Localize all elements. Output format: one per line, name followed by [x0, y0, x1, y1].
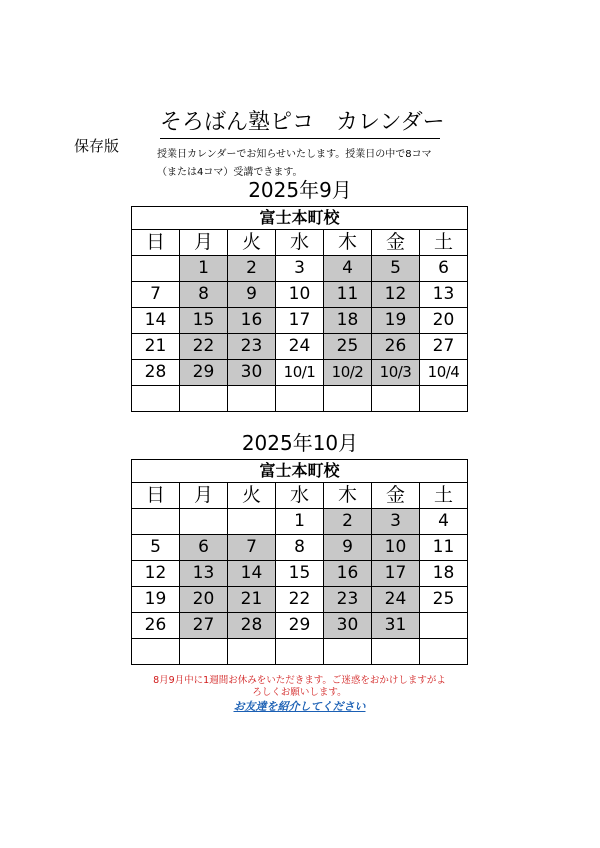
weekday-sat: 土 — [420, 230, 468, 256]
day-cell: 10/4 — [420, 360, 468, 386]
referral-link[interactable]: お友達を紹介してください — [233, 700, 366, 713]
lesson-day-cell: 20 — [180, 587, 228, 613]
september-calendar — [131, 206, 468, 412]
day-cell: 3 — [276, 256, 324, 282]
lesson-day-cell: 29 — [180, 360, 228, 386]
day-cell — [276, 639, 324, 665]
october-heading: 2025年10月 — [241, 431, 359, 455]
day-cell: 8 — [276, 535, 324, 561]
day-cell — [180, 509, 228, 535]
day-cell: 27 — [420, 334, 468, 360]
lesson-day-cell: 21 — [228, 587, 276, 613]
lesson-day-cell: 26 — [372, 334, 420, 360]
school-name: 富士本町校 — [132, 460, 468, 483]
lesson-day-cell: 27 — [180, 613, 228, 639]
lesson-day-cell: 6 — [180, 535, 228, 561]
lesson-day-cell: 10/2 — [324, 360, 372, 386]
day-cell: 6 — [420, 256, 468, 282]
day-cell: 1 — [276, 509, 324, 535]
day-cell — [420, 386, 468, 412]
closure-notice — [131, 675, 468, 699]
lesson-day-cell: 30 — [228, 360, 276, 386]
lesson-day-cell: 1 — [180, 256, 228, 282]
lesson-day-cell: 17 — [372, 561, 420, 587]
lesson-day-cell: 30 — [324, 613, 372, 639]
day-cell — [420, 639, 468, 665]
lesson-day-cell: 16 — [228, 308, 276, 334]
day-cell: 14 — [132, 308, 180, 334]
notice-line-1: 8月9月中に1週間お休みをいただきます。ご迷惑をおかけしますがよ — [153, 675, 446, 686]
lesson-day-cell: 9 — [324, 535, 372, 561]
archive-label: 保存版 — [74, 137, 120, 155]
day-cell: 25 — [420, 587, 468, 613]
day-cell: 24 — [276, 334, 324, 360]
lesson-day-cell: 18 — [324, 308, 372, 334]
day-cell: 12 — [132, 561, 180, 587]
lesson-day-cell: 10 — [372, 535, 420, 561]
lesson-day-cell: 7 — [228, 535, 276, 561]
day-cell: 19 — [132, 587, 180, 613]
october-calendar — [131, 459, 468, 665]
day-cell: 18 — [420, 561, 468, 587]
day-cell — [180, 386, 228, 412]
notice-line-2: ろしくお願いします。 — [252, 687, 347, 698]
lesson-day-cell: 3 — [372, 509, 420, 535]
lesson-day-cell: 15 — [180, 308, 228, 334]
lesson-day-cell: 11 — [324, 282, 372, 308]
weekday-tue: 火 — [228, 230, 276, 256]
weekday-wed: 水 — [276, 483, 324, 509]
day-cell: 21 — [132, 334, 180, 360]
weekday-mon: 月 — [180, 483, 228, 509]
day-cell — [228, 509, 276, 535]
day-cell: 13 — [420, 282, 468, 308]
weekday-wed: 水 — [276, 230, 324, 256]
day-cell — [372, 639, 420, 665]
lesson-day-cell: 25 — [324, 334, 372, 360]
lesson-day-cell: 31 — [372, 613, 420, 639]
lesson-day-cell: 5 — [372, 256, 420, 282]
lesson-day-cell: 10/3 — [372, 360, 420, 386]
school-name: 富士本町校 — [132, 207, 468, 230]
september-heading: 2025年9月 — [248, 178, 352, 202]
lesson-day-cell: 23 — [324, 587, 372, 613]
weekday-sun: 日 — [132, 483, 180, 509]
day-cell: 4 — [420, 509, 468, 535]
day-cell — [132, 639, 180, 665]
lesson-day-cell: 16 — [324, 561, 372, 587]
page-title: そろばん塾ピコ カレンダー — [160, 108, 440, 139]
day-cell — [132, 386, 180, 412]
day-cell: 17 — [276, 308, 324, 334]
lesson-day-cell: 28 — [228, 613, 276, 639]
day-cell — [228, 639, 276, 665]
day-cell: 7 — [132, 282, 180, 308]
day-cell: 10 — [276, 282, 324, 308]
lesson-day-cell: 4 — [324, 256, 372, 282]
lesson-day-cell: 8 — [180, 282, 228, 308]
day-cell — [180, 639, 228, 665]
lesson-day-cell: 2 — [324, 509, 372, 535]
lesson-day-cell: 22 — [180, 334, 228, 360]
lesson-day-cell: 14 — [228, 561, 276, 587]
lesson-day-cell: 19 — [372, 308, 420, 334]
day-cell — [276, 386, 324, 412]
day-cell — [132, 256, 180, 282]
day-cell: 22 — [276, 587, 324, 613]
lesson-day-cell: 23 — [228, 334, 276, 360]
day-cell: 11 — [420, 535, 468, 561]
day-cell — [420, 613, 468, 639]
day-cell: 15 — [276, 561, 324, 587]
day-cell: 20 — [420, 308, 468, 334]
day-cell — [228, 386, 276, 412]
day-cell: 29 — [276, 613, 324, 639]
lesson-day-cell: 9 — [228, 282, 276, 308]
day-cell — [372, 386, 420, 412]
day-cell — [132, 509, 180, 535]
lesson-day-cell: 2 — [228, 256, 276, 282]
weekday-sun: 日 — [132, 230, 180, 256]
weekday-sat: 土 — [420, 483, 468, 509]
intro-line-1: 授業日カレンダーでお知らせいたします。授業日の中で8コマ — [157, 149, 432, 160]
weekday-fri: 金 — [372, 483, 420, 509]
lesson-day-cell: 24 — [372, 587, 420, 613]
intro-line-2: （または4コマ）受講できます。 — [157, 167, 303, 178]
weekday-thu: 木 — [324, 483, 372, 509]
day-cell — [324, 386, 372, 412]
lesson-day-cell: 12 — [372, 282, 420, 308]
day-cell: 10/1 — [276, 360, 324, 386]
weekday-thu: 木 — [324, 230, 372, 256]
weekday-mon: 月 — [180, 230, 228, 256]
day-cell: 28 — [132, 360, 180, 386]
lesson-day-cell: 13 — [180, 561, 228, 587]
day-cell: 5 — [132, 535, 180, 561]
day-cell: 26 — [132, 613, 180, 639]
day-cell — [324, 639, 372, 665]
weekday-tue: 火 — [228, 483, 276, 509]
weekday-fri: 金 — [372, 230, 420, 256]
